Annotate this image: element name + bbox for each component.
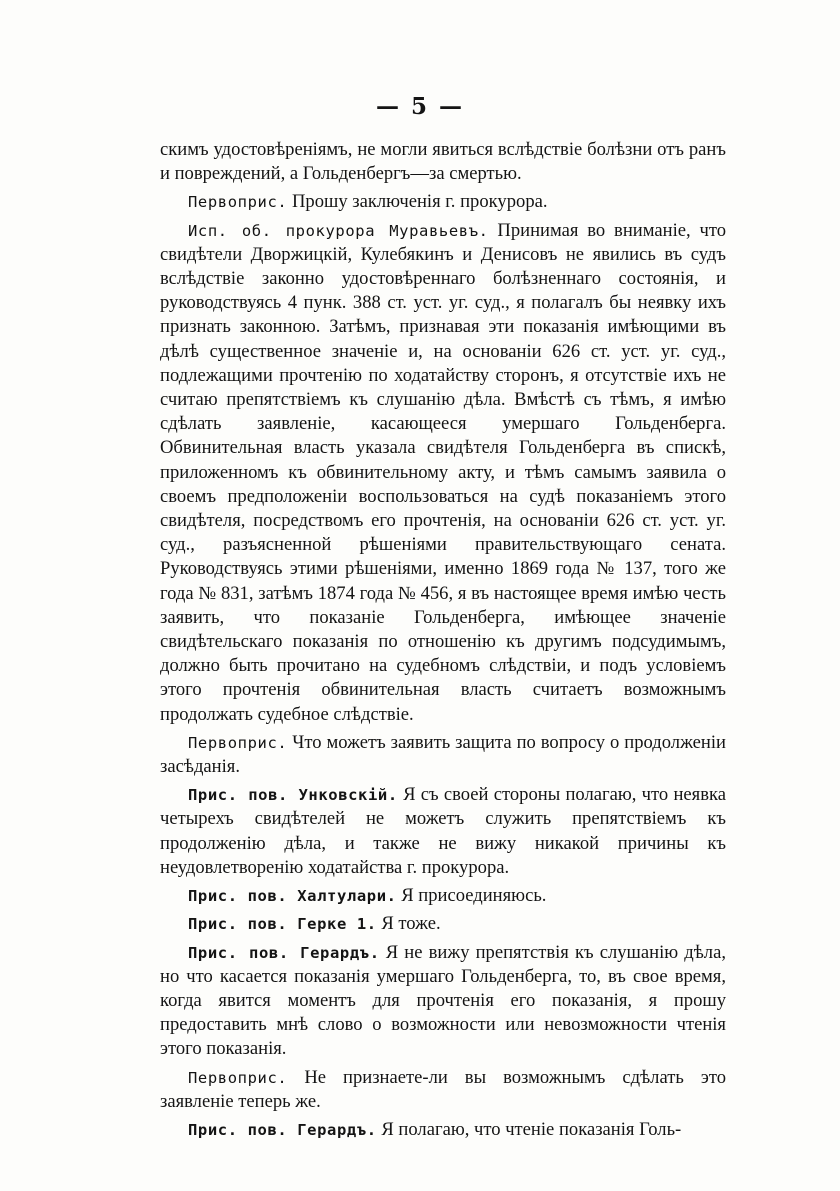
speaker-label: Первоприс. (188, 1068, 288, 1087)
paragraph (160, 219, 726, 727)
speaker-label: Прис. пов. Халтулари. (188, 887, 397, 906)
document-body (160, 138, 726, 1146)
paragraph (160, 190, 726, 214)
speaker-label: Прис. пов. Герардъ. (188, 943, 380, 962)
paragraph-text: Я присоединяюсь. (401, 885, 547, 907)
paragraph (160, 912, 726, 936)
speaker-label: Прис. пов. Унковскій. (188, 786, 398, 805)
paragraph-text: Я полагаю, что чтеніе показанія Голь- (381, 1118, 682, 1140)
speaker-label: Прис. пов. Герке 1. (188, 915, 377, 934)
paragraph (160, 783, 726, 880)
paragraph (160, 941, 726, 1062)
paragraph-text: Я не вижу препятствія къ слушанію дѣла, но что касается показанія умершаго Гольденберга, то, въ свое время, когда явится моментъ для прочтенія его показанія, я прошу предоставить мнѣ слово о возможности или невозможности чтенія этого показанія. (160, 941, 726, 1060)
paragraph (160, 138, 726, 186)
paragraph-text: Что можетъ заявить защита по вопросу о продолженіи засѣданія. (160, 731, 726, 778)
paragraph (160, 731, 726, 779)
paragraph-text: скимъ удостовѣреніямъ, не могли явиться вслѣдствіе болѣзни отъ ранъ и повреждений, а Гольденбергъ—за смертью. (160, 139, 726, 185)
page-number: — 5 — (375, 93, 465, 120)
paragraph-text: Принимая во вниманіе, что свидѣтели Дворжицкій, Кулебякинъ и Денисовъ не явились въ судъ вслѣдствіе законно удостовѣреннаго болѣзненнаго состоянія, и руководствуясь 4 пунк. 388 ст. уст. уг. суд., я полагалъ бы неявку ихъ признать законною. Затѣмъ, признавая эти показанія имѣющими въ дѣлѣ существенное значеніе и, на основаніи 626 ст. уст. уг. суд., подлежащими прочтенію по ходатайству сторонъ, я отсутствіе ихъ не считаю препятствіемъ къ слушанію дѣла. Вмѣстѣ съ тѣмъ, я имѣю сдѣлать заявленіе, касающееся умершаго Гольденберга. Обвинительная власть указала свидѣтеля Гольденберга въ спискѣ, приложенномъ къ обвинительному акту, и тѣмъ самымъ заявила о своемъ предположеніи воспользоваться на судѣ показаніемъ этого свидѣтеля, посредствомъ его прочтенія, на основаніи 626 ст. уст. уг. суд., разъясненной рѣшеніями правительствующаго сената. Руководствуясь этими рѣшеніями, именно 1869 года № 137, того же года № 831, затѣмъ 1874 года № 456, я въ настоящее время имѣю честь заявить, что показаніе Гольденберга, имѣющее значеніе свидѣтельскаго показанія по отношенію къ другимъ подсудимымъ, должно быть прочитано на судебномъ слѣдствіи, и подъ условіемъ этого прочтенія обвинительная власть считаетъ возможнымъ продолжать судебное слѣдствіе. (160, 219, 726, 725)
paragraph-text: Прошу заключенія г. прокурора. (291, 191, 548, 213)
paragraph-text: Я съ своей стороны полагаю, что неявка четырехъ свидѣтелей не можетъ служить препятствіемъ къ продолженію дѣла, и также не вижу никакой причины къ неудовлетворенію ходатайства г. прокурора. (160, 784, 726, 878)
paragraph (160, 1066, 726, 1114)
speaker-label: Первоприс. (188, 733, 288, 752)
speaker-label: Первоприс. (188, 193, 288, 212)
paragraph (160, 884, 726, 908)
paragraph-text: Я тоже. (381, 913, 441, 935)
speaker-label: Прис. пов. Герардъ. (188, 1120, 377, 1139)
paragraph (160, 1118, 726, 1142)
paragraph-text: Не признаете-ли вы возможнымъ сдѣлать это заявленіе теперь же. (160, 1066, 726, 1112)
speaker-label: Исп. об. прокурора Муравьевъ. (188, 221, 489, 240)
